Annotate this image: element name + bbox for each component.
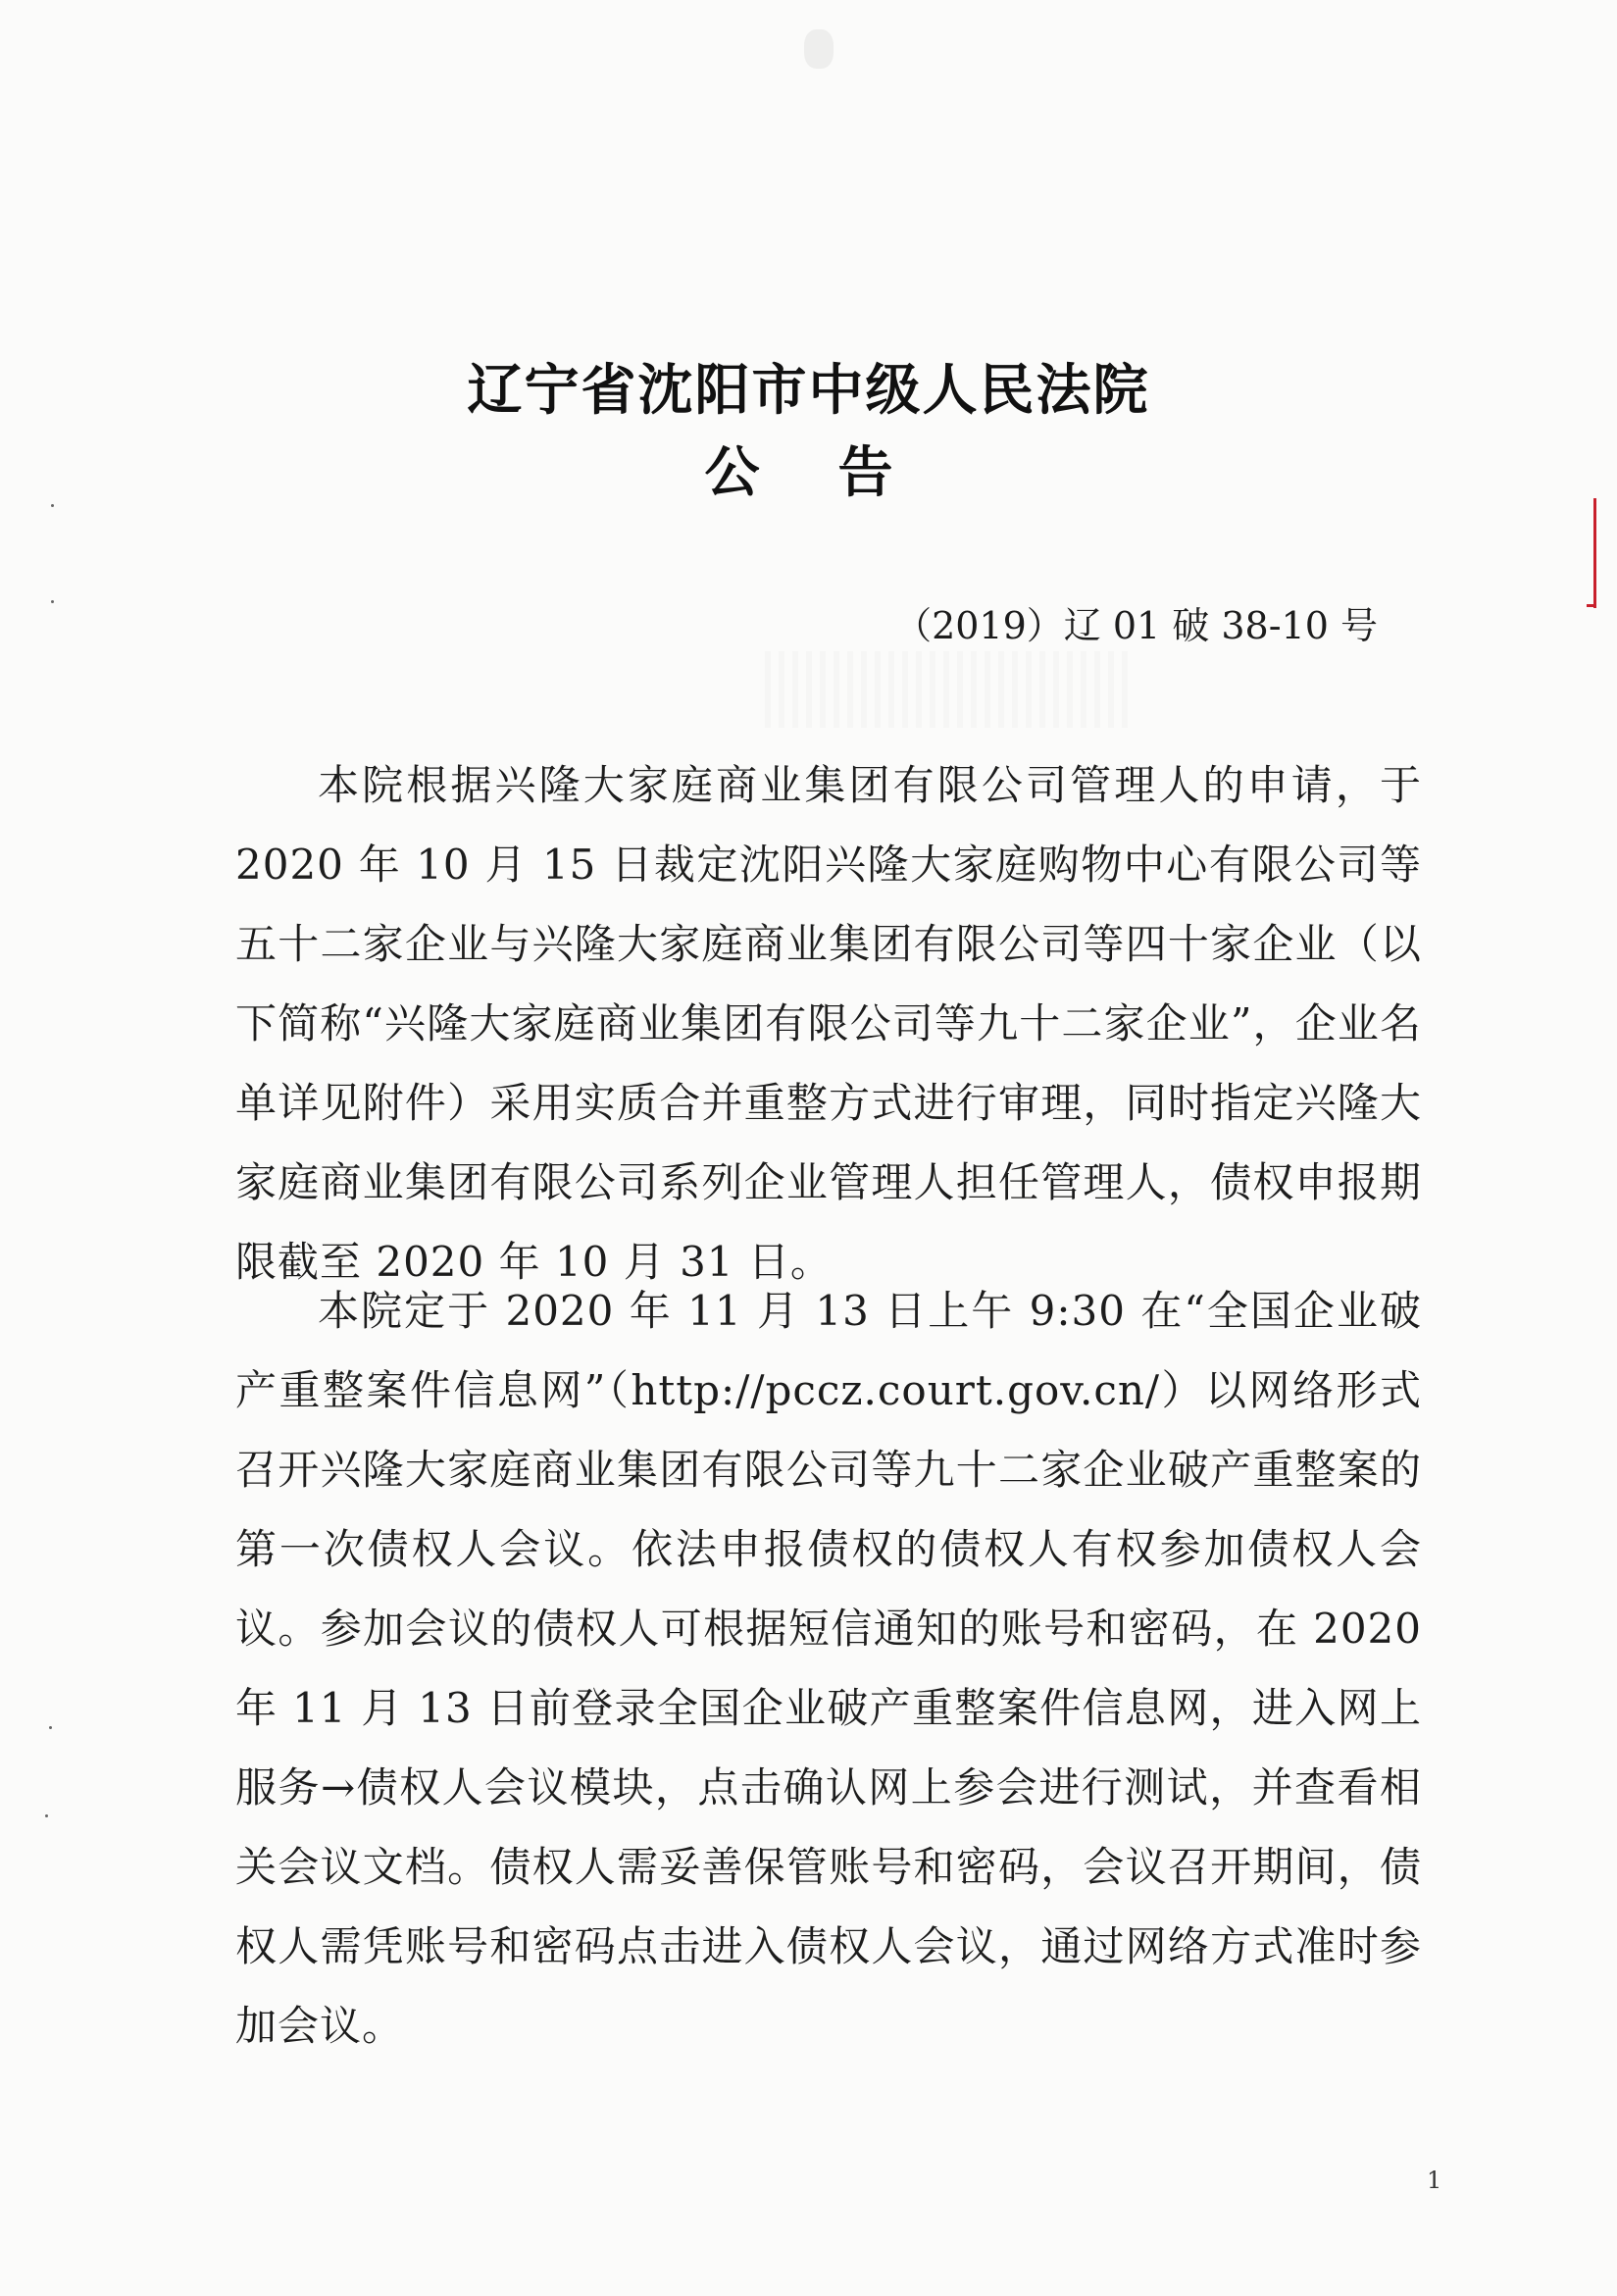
paragraph-meeting: 本院定于 2020 年 11 月 13 日上午 9:30 在“全国企业破产重整案件信息网”（http://pccz.court.gov.cn/）以网络形式召开兴隆大家庭商业集团有限公司等九十二家企业破产重整案的第一次债权人会议。依法申报债权的债权人有权参加债权人会议。参加会议的债权人可根据短信通知的账号和密码，在 2020 年 11 月 13 日前登录全国企业破产重整案件信息网，进入网上服务→债权人会议模块，点击确认网上参会进行测试，并查看相关会议文档。债权人需妥善保管账号和密码，会议召开期间，债权人需凭账号和密码点击进入债权人会议，通过网络方式准时参加会议。 [235,1287,1422,2050]
case-number: （2019）辽 01 破 38-10 号 [894,604,1378,647]
margin-red-mark [1593,498,1596,608]
court-title: 辽宁省沈阳市中级人民法院 [467,358,1150,423]
paragraph-ruling: 本院根据兴隆大家庭商业集团有限公司管理人的申请，于2020 年 10 月 15 日裁定沈阳兴隆大家庭购物中心有限公司等五十二家企业与兴隆大家庭商业集团有限公司等四十家企业（以下简称“兴隆大家庭商业集团有限公司等九十二家企业”，企业名单详见附件）采用实质合并重整方式进行审理，同时指定兴隆大家庭商业集团有限公司系列企业管理人担任管理人，债权申报期限截至 2020 年 10 月 31 日。 [235,761,1422,1286]
scan-dot [45,1814,48,1817]
faint-stamp-mark [765,651,1128,728]
page-number: 1 [1427,2167,1442,2194]
announcement-heading: 公告 [704,440,972,505]
scan-dot [51,504,54,507]
margin-red-mark-tail [1587,604,1596,607]
scan-artifact [804,29,834,69]
scan-dot [49,1726,52,1729]
scan-dot [51,600,54,603]
